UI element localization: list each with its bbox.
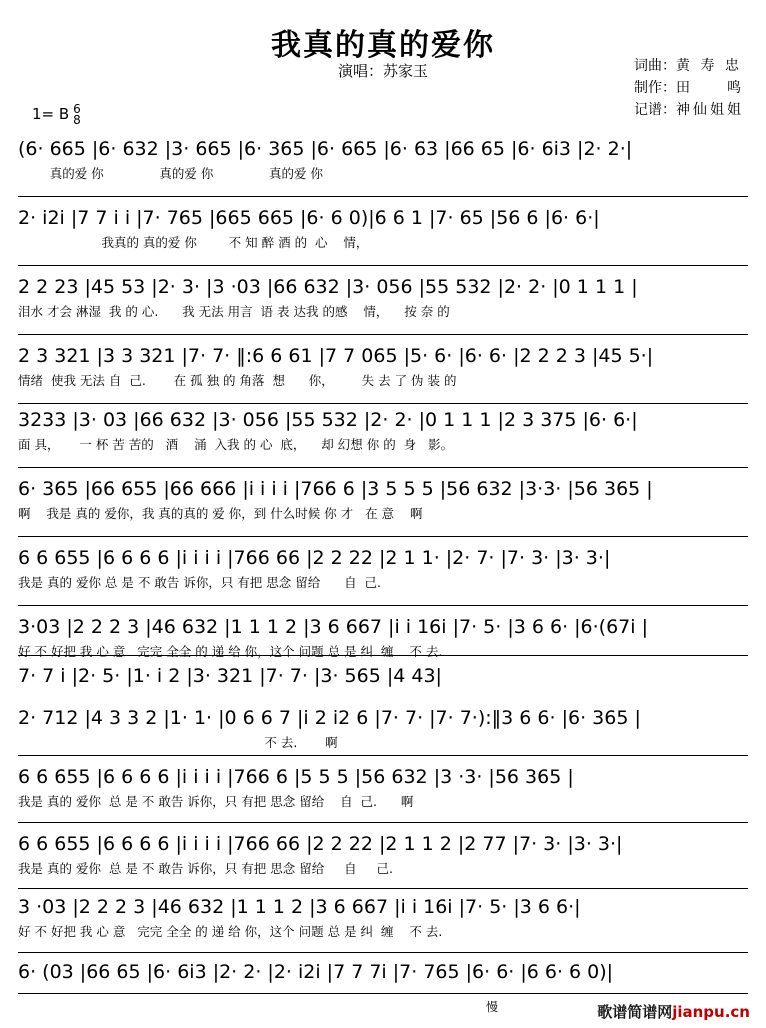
key-signature <box>32 103 81 125</box>
staff-divider <box>18 605 748 606</box>
time-signature: 6 8 <box>73 102 81 127</box>
note-line: 3 ·03 |2 2 2 3 |46 632 |1 1 1 2 |3 6 667 |i i 16i |7· 5· |3 6 6·| <box>18 896 581 918</box>
score-row <box>18 665 748 709</box>
note-line: 2 3 321 |3 3 321 |7· 7· ‖:6 6 61 |7 7 065 |5· 6· |6· 6· |2 2 2 3 |45 5·| <box>18 345 654 367</box>
lyric-line: 情绪 使我 无法 自 己. 在 孤 独 的 角落 想 你， 失 去 了 伪 装 的 <box>18 373 457 388</box>
score-row <box>18 138 748 182</box>
page-title: 我真的真的爱你 <box>271 28 495 63</box>
staff-divider <box>18 822 748 823</box>
lyric-line: 我真的 真的爱 你 不 知 醉 酒 的 心 情， <box>18 235 369 250</box>
score-row <box>18 616 748 660</box>
singer-line: 演唱：苏家玉 <box>337 62 428 80</box>
score-row <box>18 276 748 320</box>
credit-producer: 制作：田 鸣 <box>634 80 744 96</box>
note-line: (6· 665 |6· 632 |3· 665 |6· 365 |6· 665 |6· 63 |66 65 |6· 6i3 |2· 2·| <box>18 138 633 160</box>
note-line: 2· 712 |4 3 3 2 |1· 1· |0 6 6 7 |i 2 i2 6 |7· 7· |7· 7·):‖3 6 6· |6· 365 | <box>18 707 641 729</box>
lyric-line: 我是 真的 爱你 总 是 不 敢告 诉你，只 有把 思念 留给 自 己. <box>18 861 393 876</box>
key-label: 1= B <box>32 105 70 123</box>
score-row <box>18 833 748 877</box>
score-row <box>18 207 748 251</box>
watermark-cn: 歌谱简谱网 <box>597 1003 673 1021</box>
tempo-mark: 慢 <box>486 1000 499 1014</box>
staff-divider <box>18 265 748 266</box>
score-row <box>18 345 748 389</box>
credits-block <box>634 55 744 121</box>
lyric-line: 面 具， 一 杯 苦 苦的 酒 涌 入我 的 心 底， 却 幻想 你 的 身 影。 <box>18 437 454 452</box>
note-line: 3·03 |2 2 2 3 |46 632 |1 1 1 2 |3 6 667 |i i 16i |7· 5· |3 6 6· |6·(67i | <box>18 616 648 638</box>
staff-divider <box>18 952 748 953</box>
score-row <box>18 547 748 591</box>
staff-divider <box>18 888 748 889</box>
note-line: 2 2 23 |45 53 |2· 3· |3 ·03 |66 632 |3· 056 |55 532 |2· 2· |0 1 1 1 | <box>18 276 638 298</box>
score-row <box>18 478 748 522</box>
lyric-line: 不 去. 啊 <box>18 735 338 750</box>
staff-divider <box>18 993 748 994</box>
staff-divider <box>18 655 748 656</box>
note-line: 6· 365 |66 655 |66 666 |i i i i |766 6 |3 5 5 5 |56 632 |3·3· |56 365 | <box>18 478 653 500</box>
lyric-line: 真的爱 你 真的爱 你 真的爱 你 <box>18 166 323 181</box>
credit-transcriber: 记谱：神仙姐姐 <box>634 102 744 118</box>
lyric-line: 我是 真的 爱你 总 是 不 敢告 诉你，只 有把 思念 留给 自 己. 啊 <box>18 794 414 809</box>
staff-divider <box>18 467 748 468</box>
note-line: 6 6 655 |6 6 6 6 |i i i i |766 66 |2 2 22 |2 1 1 2 |2 77 |7· 3· |3· 3·| <box>18 833 623 855</box>
credit-composer: 词曲：黄 寿 忠 <box>634 58 742 74</box>
staff-divider <box>18 403 748 404</box>
staff-divider <box>18 196 748 197</box>
staff-divider <box>18 334 748 335</box>
lyric-line: 我是 真的 爱你 总 是 不 敢告 诉你，只 有把 思念 留给 自 己. <box>18 575 381 590</box>
staff-divider <box>18 755 748 756</box>
note-line: 3233 |3· 03 |66 632 |3· 056 |55 532 |2· 2· |0 1 1 1 |2 3 375 |6· 6·| <box>18 409 638 431</box>
note-line: 2· i2i |7 7 i i |7· 765 |665 665 |6· 6 0)|6 6 1 |7· 65 |56 6 |6· 6·| <box>18 207 600 229</box>
lyric-line: 好 不 好把 我 心 意 完完 全全 的 递 给 你，这个 问题 总 是 纠 缠 不 去. <box>18 644 443 659</box>
note-line: 6· (03 |66 65 |6· 6i3 |2· 2· |2· i2i |7 7 7i |7· 765 |6· 6· |6 6· 6 0)| <box>18 961 614 983</box>
lyric-line: 好 不 好把 我 心 意 完完 全全 的 递 给 你，这个 问题 总 是 纠 缠 不 去. <box>18 924 443 939</box>
watermark <box>597 1001 750 1022</box>
lyric-line: 啊 我是 真的 爱你，我 真的真的 爱 你，到 什么时候 你 才 在 意 啊 <box>18 506 423 521</box>
score-row <box>18 961 748 987</box>
staff-divider <box>18 536 748 537</box>
score-row <box>18 896 748 940</box>
score-row <box>18 707 748 751</box>
watermark-en: jianpu.cn <box>672 1003 750 1021</box>
note-line: 7· 7 i |2· 5· |1· i 2 |3· 321 |7· 7· |3· 565 |4 43| <box>18 665 442 687</box>
lyric-line: 泪水 才会 淋湿 我 的 心. 我 无法 用言 语 表 达我 的感 情， 按 奈 的 <box>18 304 450 319</box>
score-row <box>18 409 748 453</box>
score-row <box>18 766 748 810</box>
note-line: 6 6 655 |6 6 6 6 |i i i i |766 66 |2 2 22 |2 1 1· |2· 7· |7· 3· |3· 3·| <box>18 547 611 569</box>
note-line: 6 6 655 |6 6 6 6 |i i i i |766 6 |5 5 5 |56 632 |3 ·3· |56 365 | <box>18 766 574 788</box>
